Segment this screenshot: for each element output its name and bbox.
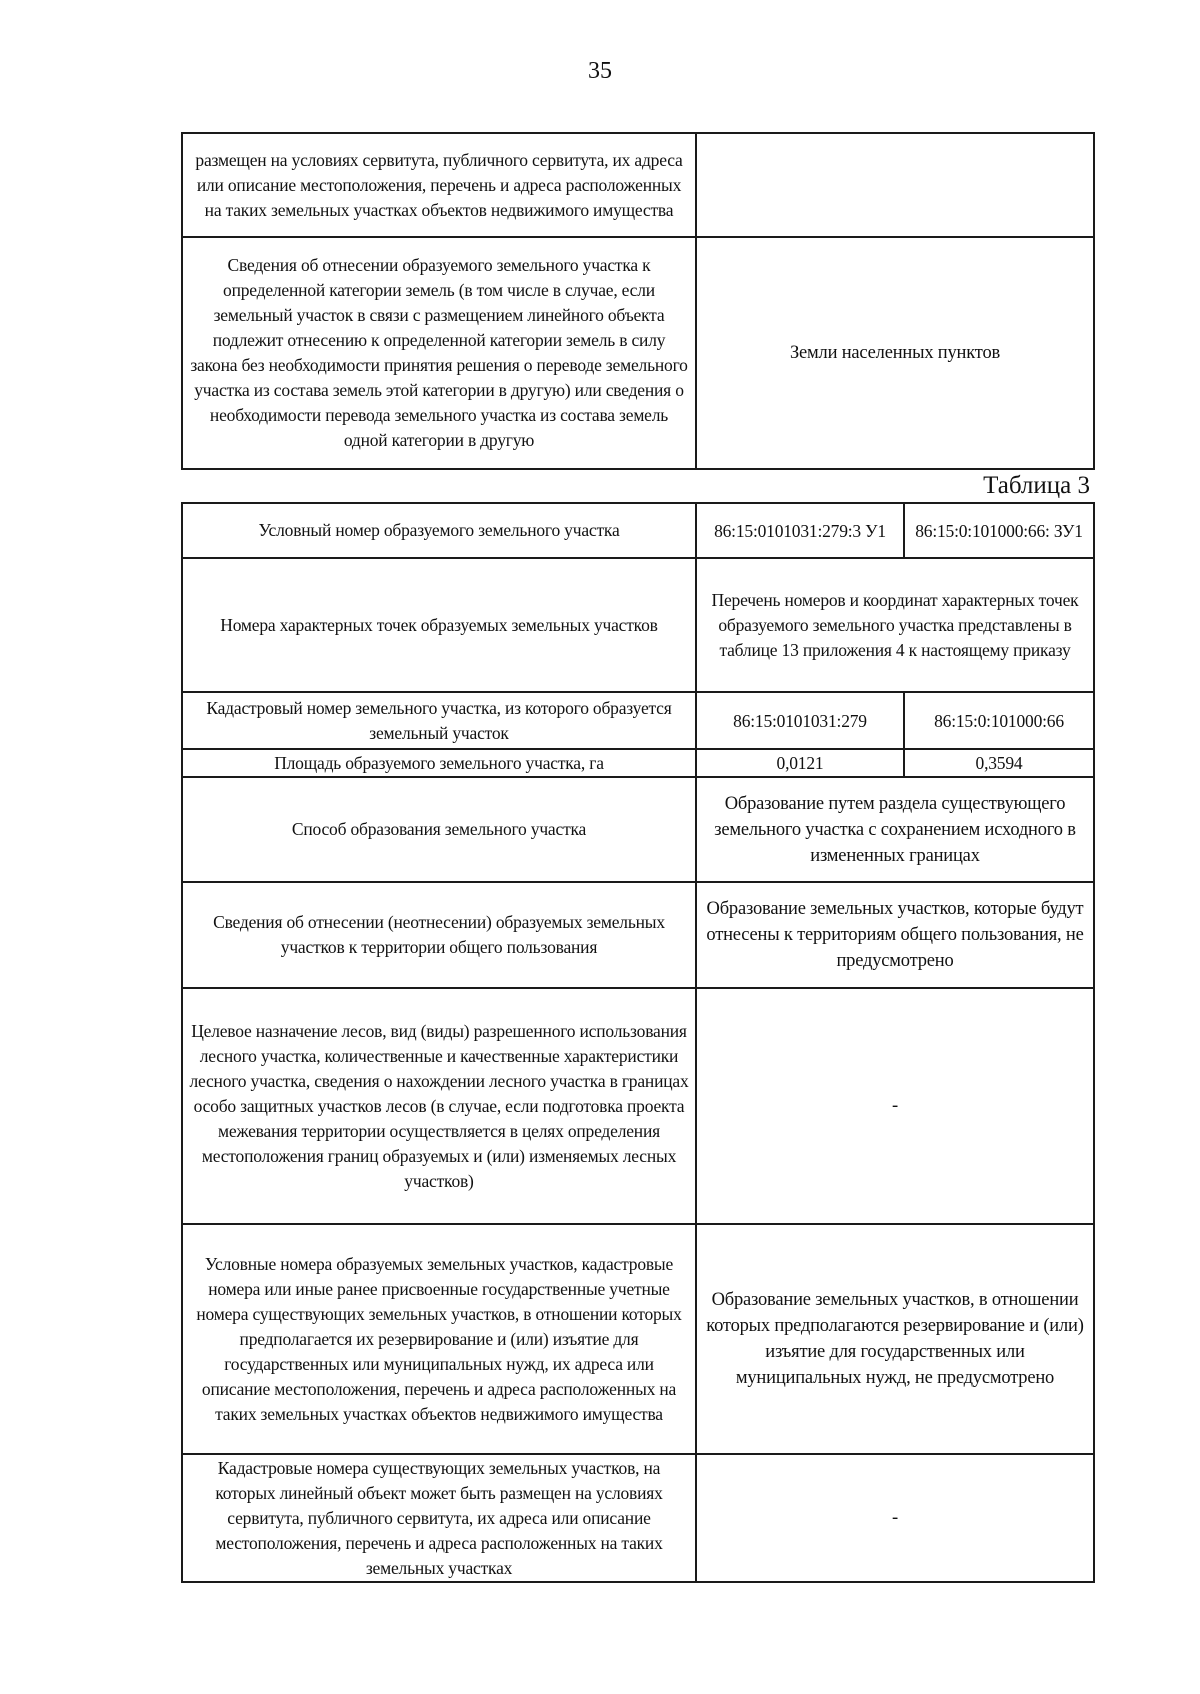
row-value: Образование земельных участков, которые будут отнесены к территориям общего пользования, не предусмотрено xyxy=(696,882,1094,988)
row-label: Условный номер образуемого земельного участка xyxy=(182,503,696,558)
continued-table xyxy=(181,132,1095,470)
row-label: размещен на условиях сервитута, публичного сервитута, их адреса или описание местоположения, перечень и адреса расположенных на таких земельных участках объектов недвижимого имущества xyxy=(182,133,696,237)
row-value xyxy=(696,133,1094,237)
table-row xyxy=(182,749,1094,777)
plot-area-2: 0,3594 xyxy=(904,749,1094,777)
page-number: 35 xyxy=(588,58,612,84)
table-row xyxy=(182,237,1094,469)
table-3 xyxy=(181,502,1095,1583)
row-label: Целевое назначение лесов, вид (виды) разрешенного использования лесного участка, количественные и качественные характеристики лесного участка, сведения о нахождении лесного участка в границах особо защитных участков лесов (в случае, если подготовка проекта межевания территории осуществляется в целях определения местоположения границ образуемых и (или) изменяемых лесных участков) xyxy=(182,988,696,1224)
row-label: Площадь образуемого земельного участка, га xyxy=(182,749,696,777)
source-cadastral-number-2: 86:15:0:101000:66 xyxy=(904,692,1094,749)
row-value: Образование земельных участков, в отношении которых предполагаются резервирование и (или) изъятие для государственных или муниципальных нужд, не предусмотрено xyxy=(696,1224,1094,1454)
row-value: - xyxy=(696,1454,1094,1582)
row-value: - xyxy=(696,988,1094,1224)
row-label: Условные номера образуемых земельных участков, кадастровые номера или иные ранее присвоенные государственные учетные номера существующих земельных участков, в отношении которых предполагается их резервирование и (или) изъятие для государственных или муниципальных нужд, их адреса или описание местоположения, перечень и адреса расположенных на таких земельных участках объектов недвижимого имущества xyxy=(182,1224,696,1454)
table-row xyxy=(182,882,1094,988)
table-row xyxy=(182,777,1094,882)
table-row xyxy=(182,1454,1094,1582)
row-label: Номера характерных точек образуемых земельных участков xyxy=(182,558,696,692)
table-row xyxy=(182,692,1094,749)
plot-conditional-number-2: 86:15:0:101000:66: ЗУ1 xyxy=(904,503,1094,558)
row-label: Сведения об отнесении (неотнесении) образуемых земельных участков к территории общего пользования xyxy=(182,882,696,988)
table-row xyxy=(182,503,1094,558)
row-label: Сведения об отнесении образуемого земельного участка к определенной категории земель (в том числе в случае, если земельный участок в связи с размещением линейного объекта подлежит отнесению к определенной категории земель в силу закона без необходимости принятия решения о переводе земельного участка из состава земель этой категории в другую) или сведения о необходимости перевода земельного участка из состава земель одной категории в другую xyxy=(182,237,696,469)
source-cadastral-number-1: 86:15:0101031:279 xyxy=(696,692,904,749)
table-row xyxy=(182,558,1094,692)
table-row xyxy=(182,988,1094,1224)
row-label: Кадастровый номер земельного участка, из которого образуется земельный участок xyxy=(182,692,696,749)
table-row xyxy=(182,133,1094,237)
table-row xyxy=(182,1224,1094,1454)
row-value: Перечень номеров и координат характерных точек образуемого земельного участка представлены в таблице 13 приложения 4 к настоящему приказу xyxy=(696,558,1094,692)
row-value: Земли населенных пунктов xyxy=(696,237,1094,469)
table-caption: Таблица 3 xyxy=(983,472,1090,499)
plot-area-1: 0,0121 xyxy=(696,749,904,777)
row-label: Кадастровые номера существующих земельных участков, на которых линейный объект может быть размещен на условиях сервитута, публичного сервитута, их адреса или описание местоположения, перечень и адреса расположенных на таких земельных участках xyxy=(182,1454,696,1582)
row-value: Образование путем раздела существующего земельного участка с сохранением исходного в измененных границах xyxy=(696,777,1094,882)
row-label: Способ образования земельного участка xyxy=(182,777,696,882)
plot-conditional-number-1: 86:15:0101031:279:3 У1 xyxy=(696,503,904,558)
